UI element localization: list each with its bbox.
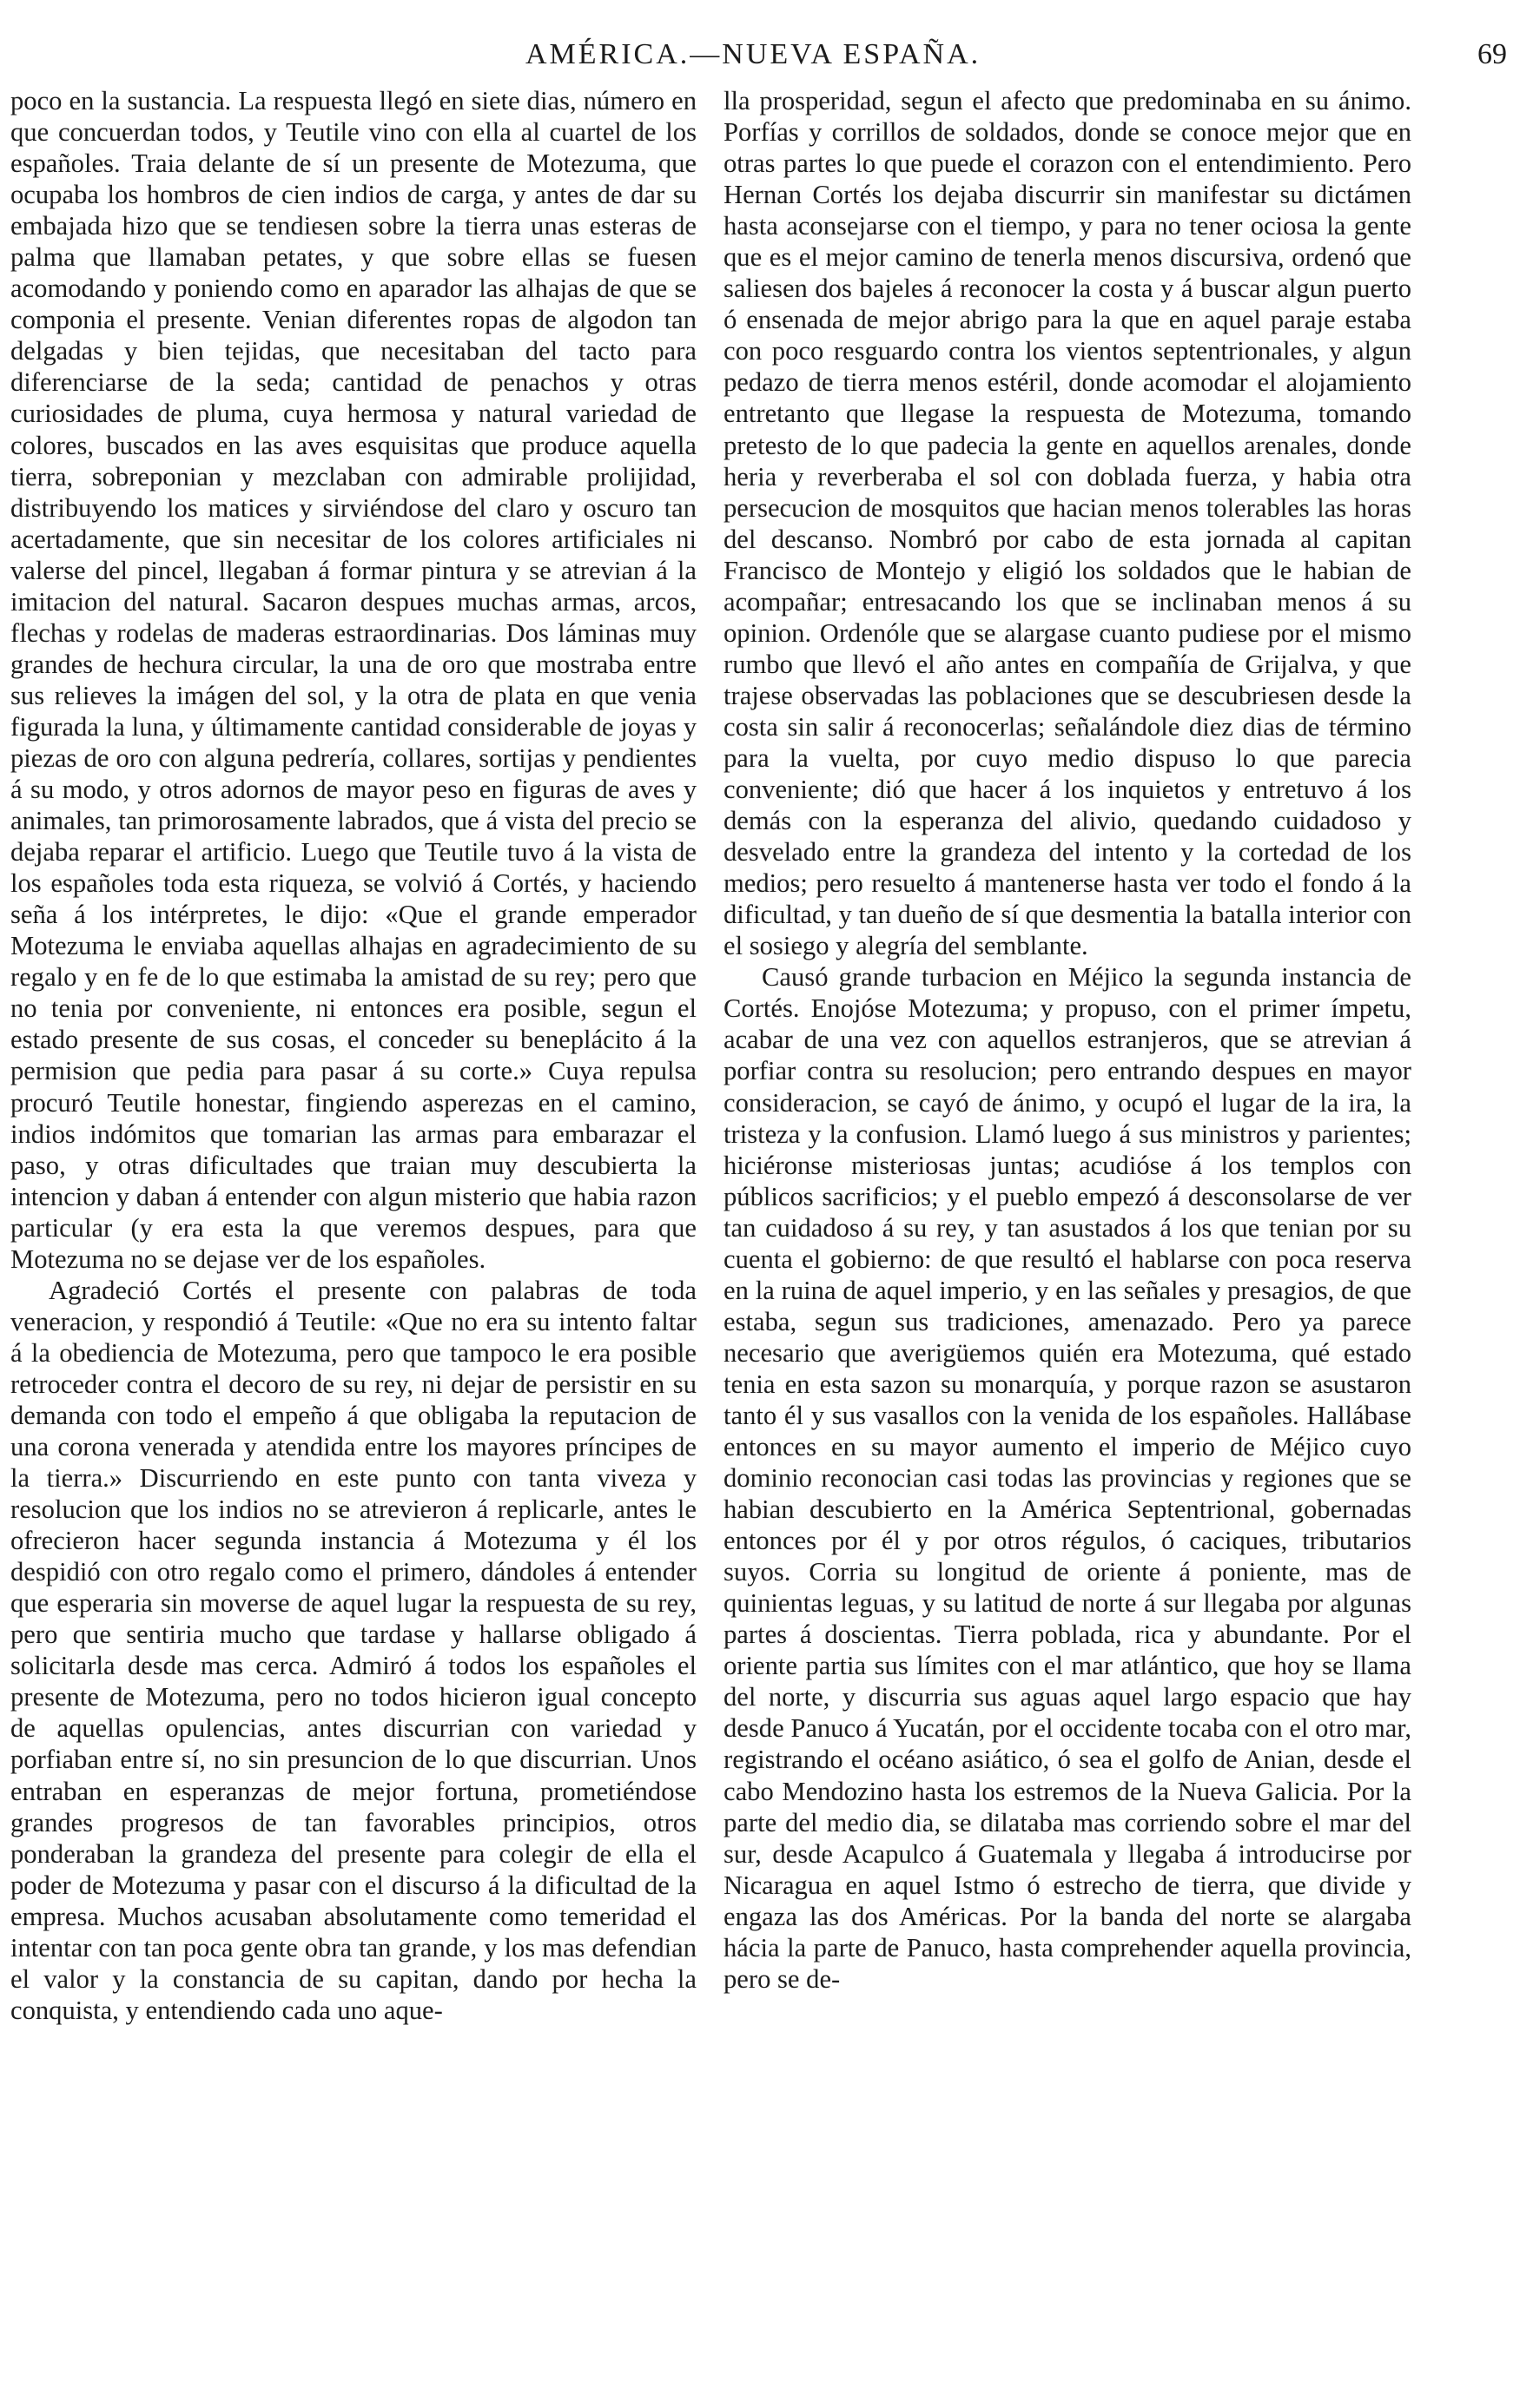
right-column <box>724 85 1411 2378</box>
page-number: 69 <box>1477 38 1507 70</box>
running-header <box>0 38 1533 82</box>
paragraph: Causó grande turbacion en Méjico la segunda instancia de Cortés. Enojóse Motezuma; y propuso, con el primer ímpetu, acabar de una vez con aquellos estranjeros, que se atrevian á porfiar contra su resolucion; pero entrando despues en mayor consideracion, se cayó de ánimo, y ocupó el lugar de la ira, la tristeza y la confusion. Llamó luego á sus ministros y parientes; hiciéronse misteriosas juntas; acudióse á los templos con públicos sacrificios; y el pueblo empezó á desconsolarse de ver tan cuidadoso á su rey, y tan asustados á los que tenian por su cuenta el gobierno: de que resultó el hablarse con poca reserva en la ruina de aquel imperio, y en las señales y presagios, de que estaba, segun sus tradiciones, amenazado. Pero ya parece necesario que averigüemos quién era Motezuma, qué estado tenia en esta sazon su monarquía, y porque razon se asustaron tanto él y sus vasallos con la venida de los españoles. Hallábase entonces en su mayor aumento el imperio de Méjico cuyo dominio reconocian casi todas las provincias y regiones que se habian descubierto en la América Septentrional, gobernadas entonces por él y por otros régulos, ó caciques, tributarios suyos. Corria su longitud de oriente á poniente, mas de quinientas leguas, y su latitud de norte á sur llegaba por algunas partes á doscientas. Tierra poblada, rica y abundante. Por el oriente partia sus límites con el mar atlántico, que hoy se llama del norte, y discurria sus aguas aquel largo espacio que hay desde Panuco á Yucatán, por el occidente tocaba con el otro mar, registrando el océano asiático, ó sea el golfo de Anian, desde el cabo Mendozino hasta los estremos de la Nueva Galicia. Por la parte del medio dia, se dilataba mas corriendo sobre el mar del sur, desde Acapulco á Guatemala y llegaba á introducirse por Nicaragua en aquel Istmo ó estrecho de tierra, que divide y engaza las dos Américas. Por la banda del norte se alargaba hácia la parte de Panuco, hasta comprehender aquella provincia, pero se de- <box>724 962 1411 1994</box>
paragraph: lla prosperidad, segun el afecto que predominaba en su ánimo. Porfías y corrillos de soldados, donde se conoce mejor que en otras partes lo que puede el corazon con el entendimiento. Pero Hernan Cortés los dejaba discurrir sin manifestar su dictámen hasta aconsejarse con el tiempo, y para no tener ociosa la gente que es el mejor camino de tenerla menos discursiva, ordenó que saliesen dos bajeles á reconocer la costa y á buscar algun puerto ó ensenada de mejor abrigo para la que en aquel paraje estaba con poco resguardo contra los vientos septentrionales, y algun pedazo de tierra menos estéril, donde acomodar el alojamiento entretanto que llegase la respuesta de Motezuma, tomando pretesto de lo que padecia la gente en aquellos arenales, donde heria y reverberaba el sol con doblada fuerza, y habia otra persecucion de mosquitos que hacian menos tolerables las horas del descanso. Nombró por cabo de esta jornada al capitan Francisco de Montejo y eligió los soldados que le habian de acompañar; entresacando los que se inclinaban menos á su opinion. Ordenóle que se alargase cuanto pudiese por el mismo rumbo que llevó el año antes en compañía de Grijalva, y que trajese observadas las poblaciones que se descubriesen desde la costa sin salir á reconocerlas; señalándole diez dias de término para la vuelta, por cuyo medio dispuso lo que parecia conveniente; dió que hacer á los inquietos y entretuvo á los demás con la esperanza del alivio, quedando cuidadoso y desvelado entre la grandeza del intento y la cortedad de los medios; pero resuelto á mantenerse hasta ver todo el fondo á la dificultad, y tan dueño de sí que desmentia la batalla interior con el sosiego y alegría del semblante. <box>724 86 1411 961</box>
paragraph: poco en la sustancia. La respuesta llegó en siete dias, número en que concuerdan todos, y Teutile vino con ella al cuartel de los españoles. Traia delante de sí un presente de Motezuma, que ocupaba los hombros de cien indios de carga, y antes de dar su embajada hizo que se tendiesen sobre la tierra unas esteras de palma que llamaban petates, y que sobre ellas se fuesen acomodando y poniendo como en aparador las alhajas de que se componia el presente. Venian diferentes ropas de algodon tan delgadas y bien tejidas, que necesitaban del tacto para diferenciarse de la seda; cantidad de penachos y otras curiosidades de pluma, cuya hermosa y natural variedad de colores, buscados en las aves esquisitas que produce aquella tierra, sobreponian y mezclaban con admirable prolijidad, distribuyendo los matices y sirviéndose del claro y oscuro tan acertadamente, que sin necesitar de los colores artificiales ni valerse del pincel, llegaban á formar pintura y se atrevian á la imitacion del natural. Sacaron despues muchas armas, arcos, flechas y rodelas de maderas estraordinarias. Dos láminas muy grandes de hechura circular, la una de oro que mostraba entre sus relieves la imágen del sol, y la otra de plata en que venia figurada la luna, y últimamente cantidad considerable de joyas y piezas de oro con alguna pedrería, collares, sortijas y pendientes á su modo, y otros adornos de mayor peso en figuras de aves y animales, tan primorosamente labrados, que á vista del precio se dejaba reparar el artificio. Luego que Teutile tuvo á la vista de los españoles toda esta riqueza, se volvió á Cortés, y haciendo seña á los intérpretes, le dijo: «Que el grande emperador Motezuma le enviaba aquellas alhajas en agradecimiento de su regalo y en fe de lo que estimaba la amistad de su rey; pero que no tenia por conveniente, ni entonces era posible, segun el estado presente de sus cosas, el conceder su beneplácito á la permision que pedia para pasar á su corte.» Cuya repulsa procuró Teutile honestar, fingiendo asperezas en el camino, indios indómitos que tomarian las armas para embarazar el paso, y otras dificultades que traian muy descubierta la intencion y daban á entender con algun misterio que habia razon particular (y era esta la que veremos despues, para que Motezuma no se dejase ver de los españoles. <box>10 86 697 1274</box>
running-title: AMÉRICA.—NUEVA ESPAÑA. <box>525 38 981 70</box>
paragraph: Agradeció Cortés el presente con palabras de toda veneracion, y respondió á Teutile: «Que no era su intento faltar á la obediencia de Motezuma, pero que tampoco le era posible retroceder contra el decoro de su rey, ni dejar de persistir en su demanda con todo el empeño á que obligaba la reputacion de una corona venerada y atendida entre los mayores príncipes de la tierra.» Discurriendo en este punto con tanta viveza y resolucion que los indios no se atrevieron á replicarle, antes le ofrecieron hacer segunda instancia á Motezuma y él los despidió con otro regalo como el primero, dándoles á entender que esperaria sin moverse de aquel lugar la respuesta de su rey, pero que sentiria mucho que tardase y hallarse obligado á solicitarla desde mas cerca. Admiró á todos los españoles el presente de Motezuma, pero no todos hicieron igual concepto de aquellas opulencias, antes discurrian con variedad y porfiaban entre sí, no sin presuncion de lo que discurrian. Unos entraban en esperanzas de mejor fortuna, prometiéndose grandes progresos de tan favorables principios, otros ponderaban la grandeza del presente para colegir de ella el poder de Motezuma y pasar con el discurso á la dificultad de la empresa. Muchos acusaban absolutamente como temeridad el intentar con tan poca gente obra tan grande, y los mas defendian el valor y la constancia de su capitan, dando por hecha la conquista, y entendiendo cada uno aque- <box>10 1275 697 2025</box>
left-column <box>10 85 697 2378</box>
